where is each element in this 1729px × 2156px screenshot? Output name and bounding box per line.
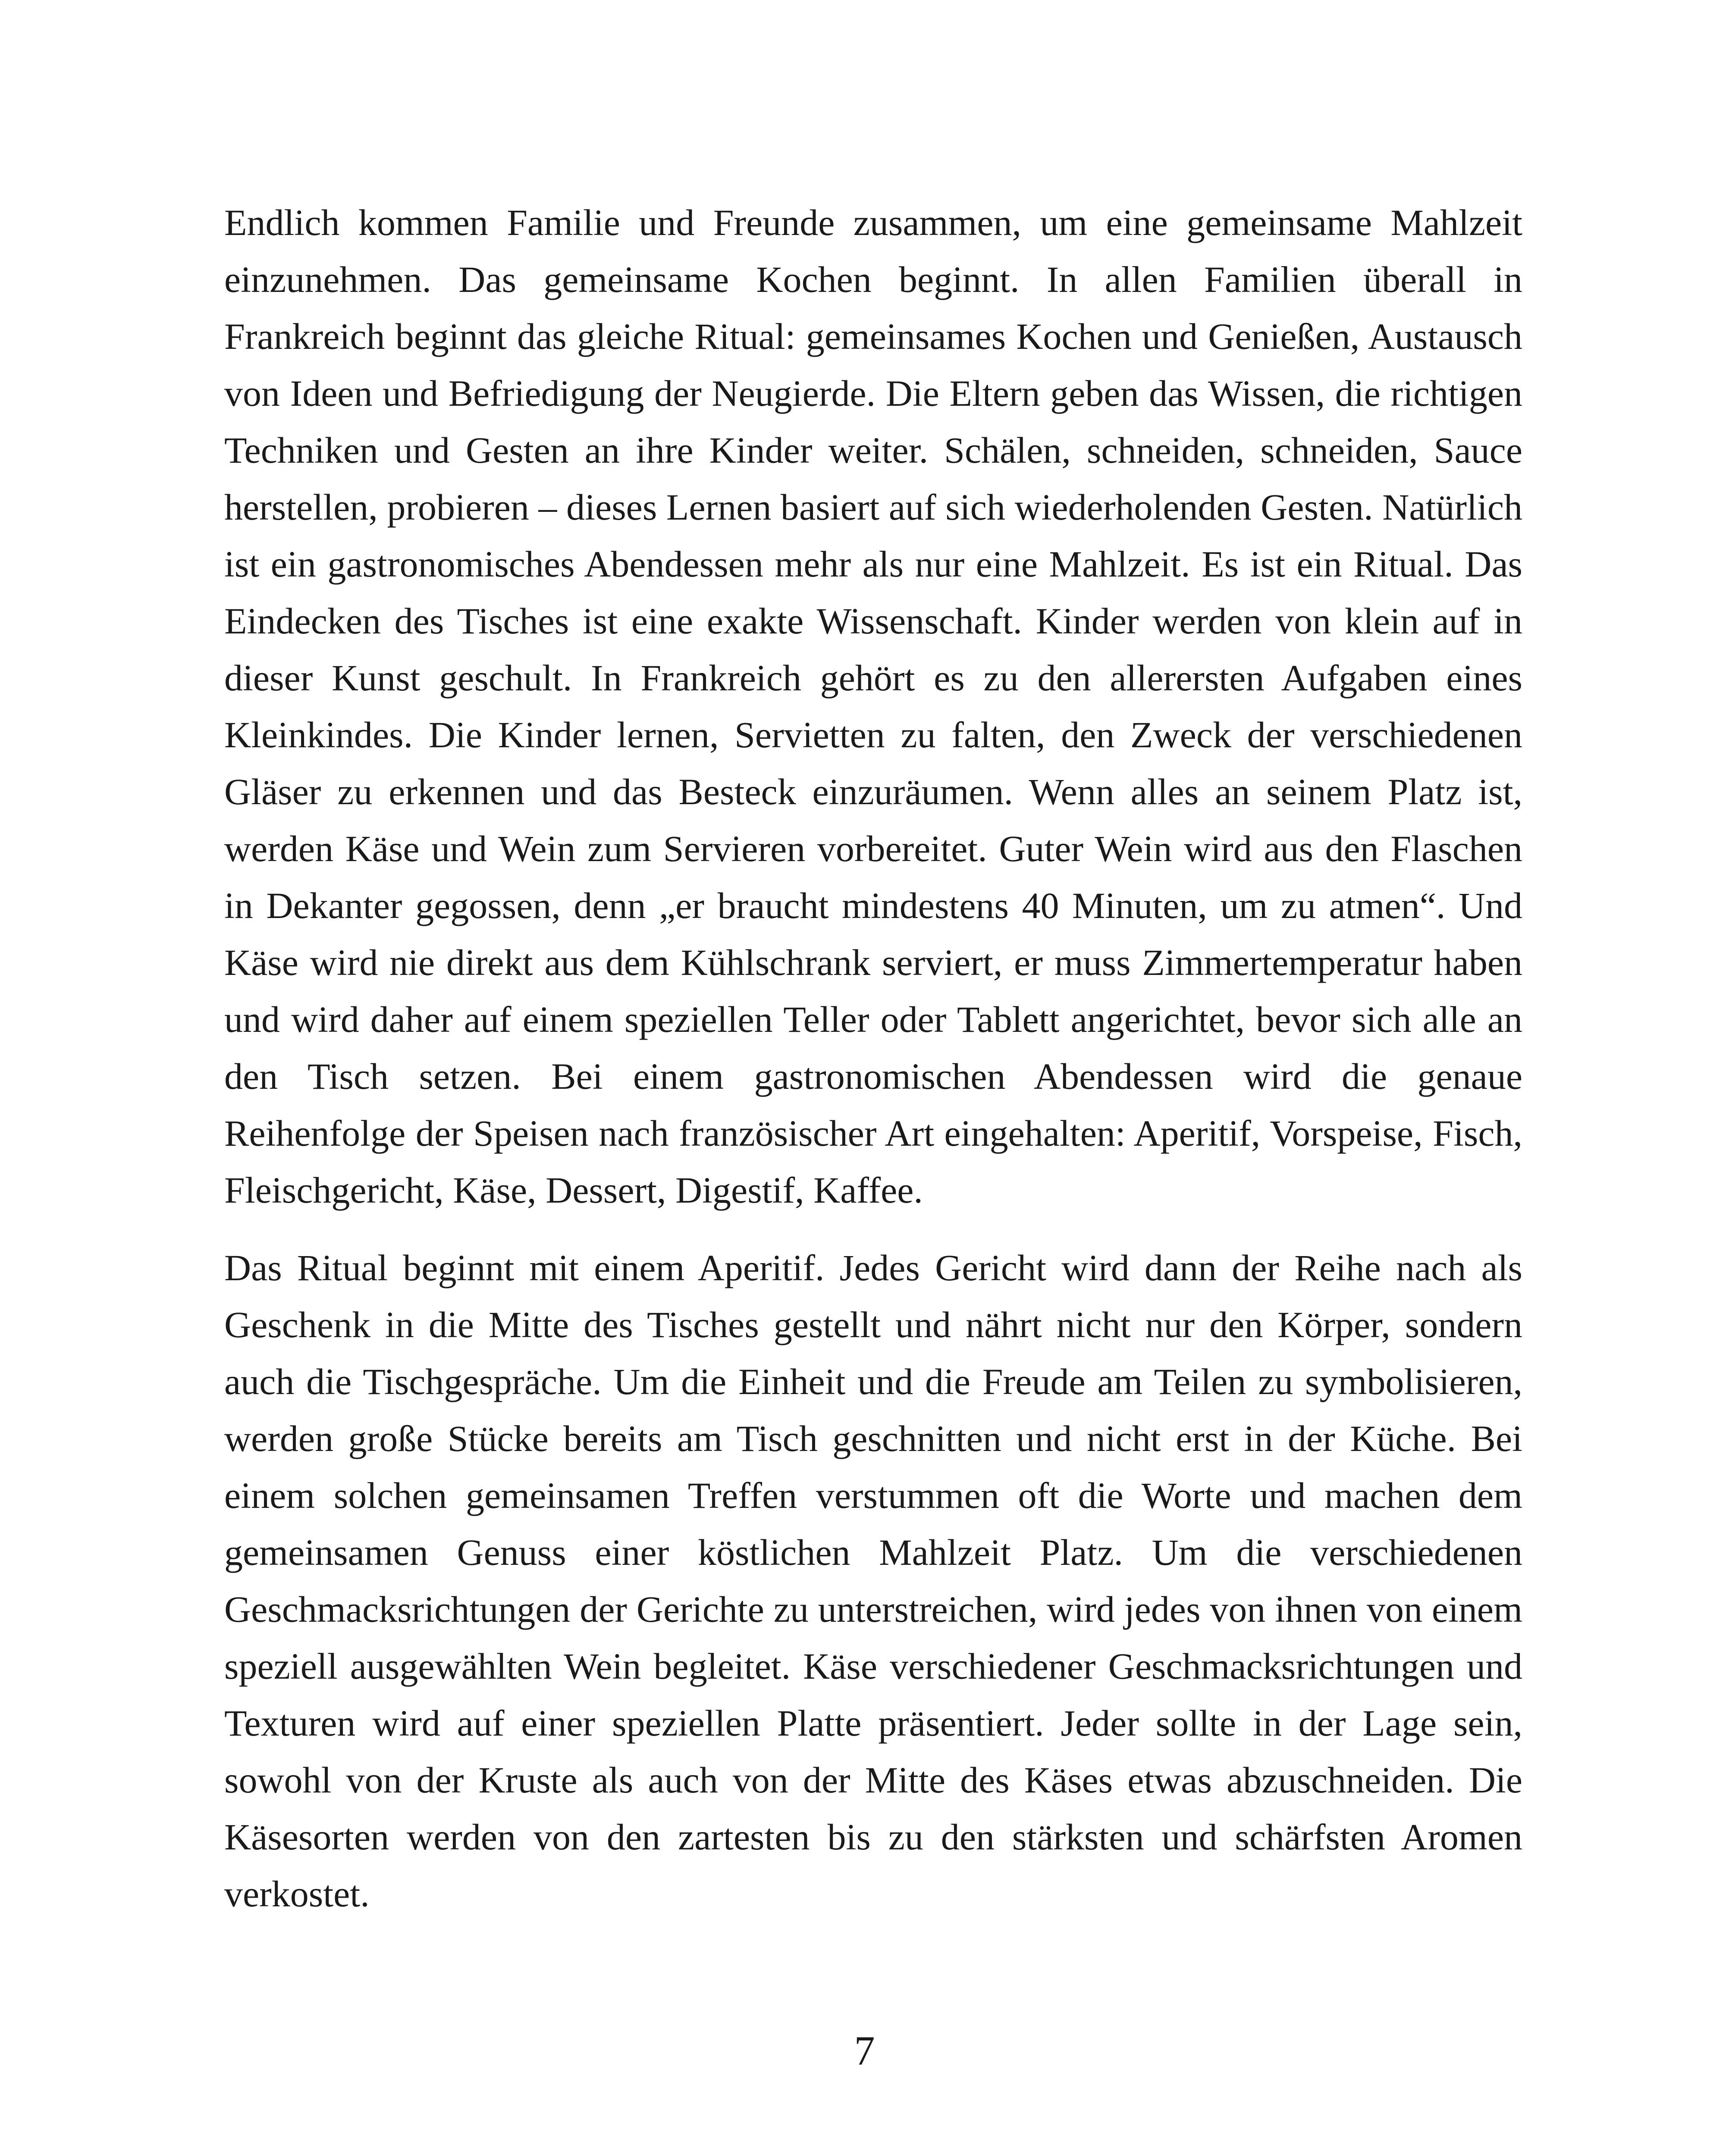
paragraph-2: Das Ritual beginnt mit einem Aperitif. Jedes Gericht wird dann der Reihe nach als Geschenk in die Mitte des Tisches gestellt und nährt nicht nur den Körper, sondern auch die Tischgespräche. Um die Einheit und die Freude am Teilen zu symbolisieren, werden große Stücke bereits am Tisch geschnitten und nicht erst in der Küche. Bei einem solchen gemeinsamen Treffen verstummen oft die Worte und machen dem gemeinsamen Genuss einer köstlichen Mahlzeit Platz. Um die verschiedenen Geschmacksrichtungen der Gerichte zu unterstreichen, wird jedes von ihnen von einem speziell ausgewählten Wein begleitet. Käse verschiedener Geschmacksrichtungen und Texturen wird auf einer speziellen Platte präsentiert. Jeder sollte in der Lage sein, sowohl von der Kruste als auch von der Mitte des Käses etwas abzuschneiden. Die Käsesorten werden von den zartesten bis zu den stärksten und schärfsten Aromen verkostet. bbox=[224, 1247, 1522, 1915]
page-number: 7 bbox=[854, 2028, 875, 2074]
body-text bbox=[224, 194, 1522, 1943]
paragraph-1: Endlich kommen Familie und Freunde zusammen, um eine gemeinsame Mahlzeit einzunehmen. Das gemeinsame Kochen beginnt. In allen Familien überall in Frankreich beginnt das gleiche Ritual: gemeinsames Kochen und Genießen, Austausch von Ideen und Befriedigung der Neugierde. Die Eltern geben das Wissen, die richtigen Techniken und Gesten an ihre Kinder weiter. Schälen, schneiden, schneiden, Sauce herstellen, probieren – dieses Lernen basiert auf sich wiederholenden Gesten. Natürlich ist ein gastronomisches Abendessen mehr als nur eine Mahlzeit. Es ist ein Ritual. Das Eindecken des Tisches ist eine exakte Wissenschaft. Kinder werden von klein auf in dieser Kunst geschult. In Frankreich gehört es zu den allerersten Aufgaben eines Kleinkindes. Die Kinder lernen, Servietten zu falten, den Zweck der verschiedenen Gläser zu erkennen und das Besteck einzuräumen. Wenn alles an seinem Platz ist, werden Käse und Wein zum Servieren vorbereitet. Guter Wein wird aus den Flaschen in Dekanter gegossen, denn „er braucht mindestens 40 Minuten, um zu atmen“. Und Käse wird nie direkt aus dem Kühlschrank serviert, er muss Zimmertemperatur haben und wird daher auf einem speziellen Teller oder Tablett angerichtet, bevor sich alle an den Tisch setzen. Bei einem gastronomischen Abendessen wird die genaue Reihenfolge der Speisen nach französischer Art eingehalten: Aperitif, Vorspeise, Fisch, Fleischgericht, Käse, Dessert, Digestif, Kaffee. bbox=[224, 202, 1522, 1211]
